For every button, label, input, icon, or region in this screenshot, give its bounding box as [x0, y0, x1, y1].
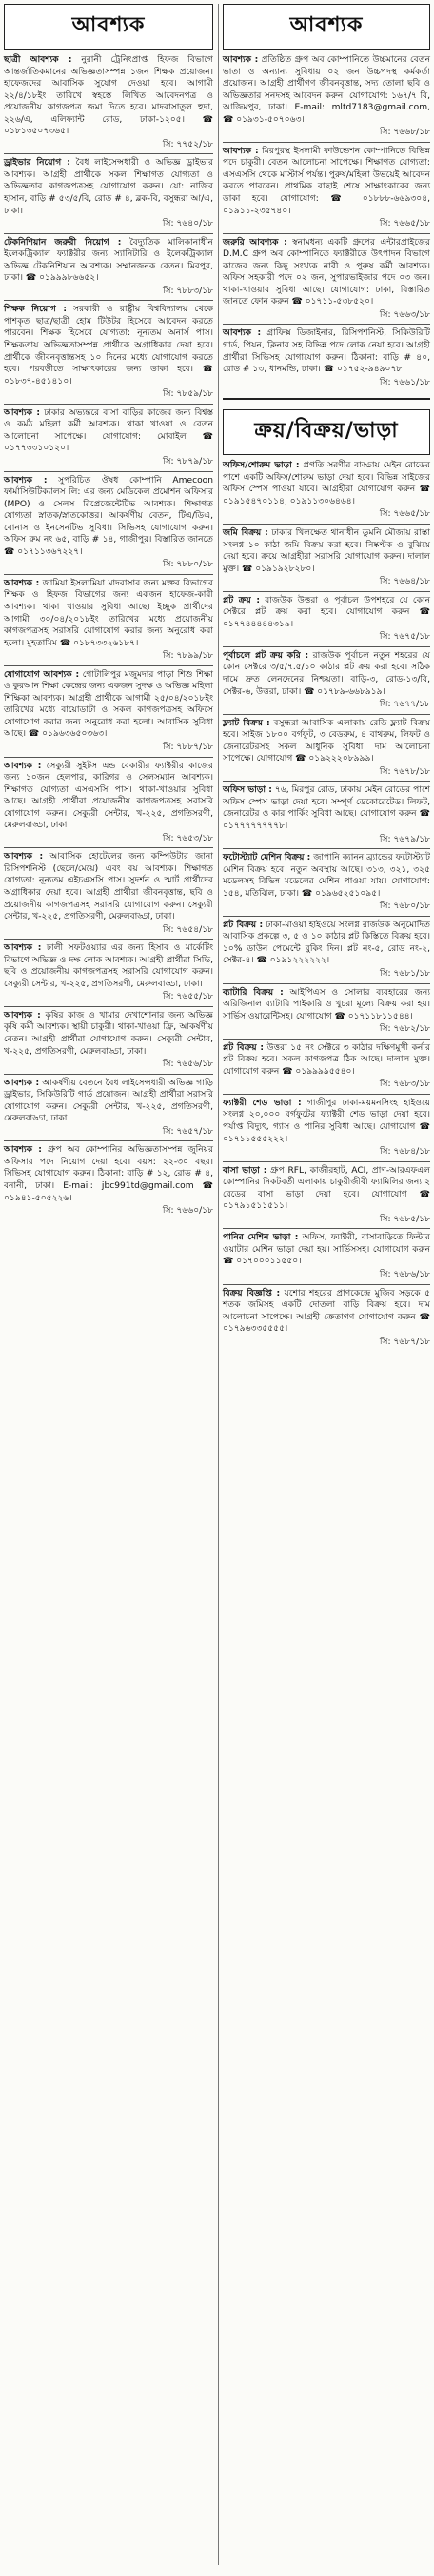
ad-text [4, 942, 213, 990]
ad-heading: পানির মেশিন ভাড়া : [223, 1233, 299, 1243]
ad-text [4, 304, 213, 387]
ad-heading: ছাত্রী আবশ্যক : [4, 55, 72, 65]
ad-separator [4, 471, 213, 472]
ad-code: সি: ৭৬৮৭/১৮ [379, 1337, 430, 1347]
ad-text [223, 987, 430, 1023]
ad-separator [223, 1039, 430, 1040]
ad-text [4, 407, 213, 455]
ad-text [223, 1042, 430, 1079]
section-divider [223, 398, 430, 409]
section-title: ক্রয়/বিক্রয়/ভাড়া [254, 418, 399, 444]
ad-separator [223, 646, 430, 647]
ad-code: সি: ৭৬৭৫/১৮ [379, 632, 430, 643]
ad-body: মিরপুরস্থ ইসলামী ফাউন্ডেশন কোম্পানিতে বিভিন্ন পদে চাকুরী। বেতন আলোচনা সাপেক্ষে। শিক্ষাগত যোগ্যতা: এসএসসি থেকে মাস্টার্স পর্যন্ত। পুরুষ/মহিলা উভয়েই আবেদন করতে পারবেন। প্রাথমিক বাছাই শেষে সাক্ষাৎকারের জন্য ডাকা হবে। যোগাযোগ: ☎ ০১৮৮৮-৬৬৯৩০৪, ০১৯১১-২৩৫৭৪০। [223, 146, 430, 216]
ad-separator [223, 983, 430, 984]
column-divider [218, 4, 219, 2565]
classified-ad [223, 145, 430, 232]
ad-heading: ফ্ল্যাট বিক্রয় : [223, 718, 270, 728]
ad-separator [223, 591, 430, 592]
ad-heading: শিক্ষক নিয়োগ : [4, 305, 67, 315]
ad-body: বৈদ্যুতিক মালিকানাধীন ইলেকট্রিক্যাল ফ্যাক্টরীর জন্য স্যানিটারি ও ইলেকট্রিক্যাল অভিজ্ঞ টেকনিশিয়ান আবশ্যক। সম্মানজনক বেতন। মিরপুর, ঢাকা। ☎ ০১৯৯৯৮৬৬৫২। [4, 237, 213, 284]
classified-ad [223, 649, 430, 713]
ad-code: সি: ৭৬৭৮/১৮ [379, 766, 430, 777]
classified-ad [223, 851, 430, 915]
ad-body: আইপিএস ও সোলার ব্যবহারের জন্য অরিজিনাল ব্যাটারি পাইকারি ও খুচরা মূল্যে বিক্রয় করা হয়। সার্ভিস ওয়ারেন্টিসহ। যোগাযোগ ☎ ০১৭১১৮১১৫৪৪। [223, 987, 430, 1021]
ad-text [4, 237, 213, 285]
ad-separator [223, 142, 430, 143]
classified-ad [223, 526, 430, 590]
ad-code: সি: ৭৬৮৬/১৮ [379, 1270, 430, 1280]
ad-code: সি: ৭৬৫৭/১৮ [162, 1126, 213, 1137]
ad-heading: আবশ্যক : [4, 1010, 41, 1020]
classified-ad [4, 406, 213, 470]
ad-code: সি: ৭৬৬৫/১৮ [379, 509, 430, 520]
ad-text [4, 578, 213, 649]
classified-ad [223, 1164, 430, 1228]
ad-text [223, 595, 430, 631]
ad-code: সি: ৭৬৮৪/১৮ [379, 1147, 430, 1158]
ad-body: গ্রুপ অব কোম্পানির অভিজ্ঞতাসম্পন্ন জুনিয়র অফিসার পদে নিয়োগ দেয়া হবে। বয়স: ২২-৩০ বছর। সিভিসহ যোগাযোগ করুন। ঠিকানা: বাড়ি # ১২, রোড # ৪, বনানী, ঢাকা। E-mail: jbc991td@gmail.com ☎ ০১৯৪১-৫০৫২২৬। [4, 1145, 213, 1203]
classified-ad [4, 303, 213, 402]
classified-ad [223, 1287, 430, 1351]
ad-code: সি: ৭৮৭৯/১৮ [162, 456, 213, 466]
ad-body: প্রতিষ্ঠিত গ্রুপ অব কোম্পানিতে উচ্চমানের বেতন ভাতা ও অন্যান্য সুবিধায় ০২ জন উচ্চপদস্থ কর্মকর্তা প্রয়োজন। আগ্রহী প্রার্থীগণ জীবনবৃত্তান্ত, সদ্য তোলা ছবি ও অভিজ্ঞতার সনদসহ আবেদন করুন। যোগাযোগ: ১৬৭/৭ বি, আজিমপুর, ঢাকা। E-mail: mltd7183@gmail.com, ☎ ০১৯৩১-৫০৭০৬৩। [223, 55, 431, 125]
ad-body: গ্রাফিক্স ডিজাইনার, রিসিপশনিস্ট, সিকিউরিটি গার্ড, পিয়ন, ক্লিনার সহ বিভিন্ন পদে লোক নেয়া হবে। আগ্রহী প্রার্থীরা সিভিসহ যোগাযোগ করুন। ঠিকানা: বাড়ি # ৪০, রোড # ১৩, ধানমন্ডি, ঢাকা। ☎ ০১৭৫২-৯৪৯০৭৮। [223, 328, 431, 375]
ad-body: ৭৬, মিরপুর রোড, ঢাকায় মেইন রোডের পাশে অফিস স্পেস ভাড়া দেয়া হবে। সম্পূর্ণ ডেকোরেটেড। লিফট, জেনারেটর ও কার পার্কিং সুবিধা আছে। যোগাযোগ করুন ☎ ০১৭৭৭৭৭৭৭৭৮। [223, 785, 430, 831]
ad-separator [4, 300, 213, 301]
ad-heading: আবশ্যক : [4, 1078, 40, 1088]
ad-separator [4, 1006, 213, 1007]
ad-body: যশোর শহরের প্রাণকেন্দ্রে মুজিব সড়কে ৫ শতক জমিসহ একটি দোতলা বাড়ি বিক্রয় হবে। দাম আলোচনা সাপেক্ষে। আগ্রহী ক্রেতাগণ যোগাযোগ করুন ☎ ০১৭৯৬৩৩৫৫৫৫। [223, 1288, 430, 1335]
ad-separator [223, 781, 430, 782]
right-column [223, 4, 430, 1350]
classified-ad [4, 850, 213, 938]
section-title: আবশ্যক [289, 12, 364, 37]
ad-separator [223, 1161, 430, 1162]
ad-code: সি: ৭৬৮৫/১৮ [379, 1214, 430, 1224]
ad-heading: জমি বিক্রয় : [223, 527, 268, 538]
classified-ad [4, 236, 213, 300]
ad-separator [223, 324, 430, 325]
ad-text [4, 54, 213, 138]
ad-separator [223, 1284, 430, 1285]
ad-separator [223, 1094, 430, 1095]
ad-separator [223, 524, 430, 525]
ad-separator [4, 665, 213, 666]
classified-ad [4, 1077, 213, 1140]
ad-body: জামিয়া ইসলামিয়া মাদরাসার জন্য মক্তব বিভাগের শিক্ষক ও হিফজ বিভাগের জন্য একজন হাফেজ-কারী আবশ্যক। থাকা খাওয়ার সুবিধা আছে। ইচ্ছুক প্রার্থীদের আগামী ৩০/০৪/২০১৮ইং তারিখের মধ্যে প্রয়োজনীয় কাগজপত্রসহ সরাসরি যোগাযোগ করার জন্য অনুরোধ করা হলো। মুহতামিম ☎ ০১৮৭৩৩২৬১৮৭। [4, 578, 213, 648]
ad-text [4, 1078, 213, 1125]
ad-code: সি: ৭৬৭৯/১৮ [379, 834, 430, 844]
ad-code: সি: ৭৬৬৪/১৮ [379, 577, 430, 587]
ad-body: রাজউক উত্তরা ও পূর্বাচল উপশহরে যে কোন সেক্টরে প্লট ক্রয় করা হবে। যোগাযোগ করুন ☎ ০১৭৭৪৪৪৪৪৩১৯। [223, 595, 430, 629]
classified-ad [4, 760, 213, 847]
ad-separator [4, 939, 213, 940]
ad-text [223, 1288, 430, 1336]
ad-text [223, 650, 430, 698]
ad-code: সি: ৭৬৮১/১৮ [379, 969, 430, 979]
ad-body: সেক্যুরী সুইটস এন্ড বেকারীর ফ্যাক্টরীর কাজের জন্য ১০জন হেলপার, কারিগর ও সেলসম্যান আবশ্যক। শিক্ষাগত যোগ্যতা এসএসসি পাস। থাকা-খাওয়ার সুবিধা আছে। আগ্রহী প্রার্থীরা প্রয়োজনীয় কাগজপত্রসহ সরাসরি যোগাযোগ করুন। সেক্যুরী সেন্টার, খ-২২৫, প্রগতিসরণী, মেরুলবাড্ডা, ঢাকা। [4, 761, 213, 831]
classified-ad [223, 986, 430, 1038]
ad-code: সি: ৭৮৮৭/১৮ [162, 742, 213, 752]
ad-list-right-top [223, 53, 430, 390]
classified-ad [4, 53, 213, 152]
ad-body: ঢাকার খিলক্ষেত থানাধীন ডুমনি মৌজায় রাস্তা সংলগ্ন ১০ কাঠা জমি বিক্রয় করা হবে। নিষ্কণ্টক ও বুঝিয়ে দেয়া হবে। ক্রয়ে আগ্রহীরা সরাসরি যোগাযোগ করুন। দালাল মুক্ত। ☎ ০১৯১৯২৮২৮০। [223, 527, 430, 574]
ad-separator [223, 1228, 430, 1229]
ad-heading: আবশ্যক : [4, 852, 44, 862]
ad-text [4, 157, 213, 217]
ad-heading: ড্রাইভার নিয়োগ : [4, 158, 70, 168]
ad-code: সি: ৭৬৪০/১৮ [162, 219, 213, 229]
ad-code: সি: ৭৮৯৯/১৮ [162, 651, 213, 662]
ad-text [4, 669, 213, 741]
ad-heading: আবশ্যক : [4, 761, 42, 771]
ad-body: স্বনামধন্য একটি গ্রুপের এন্টারপ্রাইজের D.M.C গ্রুপ অব কোম্পানিতে ফ্যাক্টরীতে উৎপাদন বিভাগে কাজের জন্য কিছু সংখ্যক নারী ও পুরুষ কর্মী আবশ্যক। অফিস সহকারী পদে ০২ জন, সুপারভাইজার পদে ০৩ জন। থাকা-খাওয়ার সুবিধা আছে। যোগাযোগ: ঢাকা, বিস্তারিত জানতে ফোন করুন ☎ ০১৭১১-৫৩৮৫২০। [223, 237, 430, 307]
classified-ad [223, 594, 430, 645]
ad-text [4, 1144, 213, 1204]
ad-separator [4, 404, 213, 405]
ad-code: সি: ৭৬৫৫/১৮ [162, 992, 213, 1002]
ad-body: ঢাকার অভ্যন্তরে বাসা বাড়ির কাজের জন্য বিশ্বস্ত ও কর্মঠ মহিলা কর্মী আবশ্যক। থাকা খাওয়া ও বেতন আলোচনা সাপেক্ষে। যোগাযোগ: মোবাইল ☎ ০১৭৭৩৩১০১২০। [4, 407, 213, 454]
ad-code: সি: ৭৬৬০/১৮ [162, 1206, 213, 1217]
section-header-left [4, 4, 213, 50]
ad-heading: অফিস ভাড়া : [223, 785, 272, 796]
ad-text [223, 718, 430, 765]
ad-heading: ফটোস্ট্যাট মেশিন বিক্রয় : [223, 853, 311, 863]
ad-separator [4, 1140, 213, 1141]
ad-body: প্রগতি সরণীর বাড্ডায় মেইন রোডের পাশে একটি অফিস/শোরুম ভাড়া দেয়া হবে। বিভিন্ন সাইজের অফিস স্পেস পাওয়া যাবে। আগ্রহীরা যোগাযোগ করুন ☎ ০১৯১৫৪৭০১১৪, ০১৯১১৩০৬৪৬৪। [223, 461, 431, 506]
ad-separator [223, 714, 430, 715]
classified-ad [223, 53, 430, 141]
ad-code: সি: ৭৮৮০/১৮ [162, 560, 213, 570]
classified-ad [223, 327, 430, 390]
ad-separator [4, 1074, 213, 1075]
ad-text [223, 1232, 430, 1268]
classified-ad [223, 919, 430, 982]
classified-ad [223, 783, 430, 847]
ad-text [223, 527, 430, 575]
ad-text [223, 54, 430, 126]
ad-code: সি: ৭৬৬৮/১৮ [379, 128, 430, 138]
ad-list-right-bottom [223, 459, 430, 1350]
ad-heading: আবশ্যক : [4, 407, 41, 418]
ad-code: সি: ৭৬৫৬/১৮ [162, 1060, 213, 1070]
ad-text [4, 851, 213, 922]
classified-ad [4, 1009, 213, 1073]
classified-ad [4, 577, 213, 664]
ad-separator [4, 757, 213, 758]
ad-code: সি: ৭৬৬১/১৮ [379, 377, 430, 387]
ad-heading: অফিস/শোরুম ভাড়া : [223, 461, 300, 471]
ad-separator [4, 574, 213, 575]
ad-body: আকর্ষণীয় বেতনে বৈধ লাইসেন্সধারী অভিজ্ঞ গাড়ি ড্রাইভার, সিকিউরিটি গার্ড প্রয়োজন। আগ্রহী প্রার্থীরা সরাসরি যোগাযোগ করুন। সেক্যুরী সেন্টার, খ-২২৫, প্রগতিসরণী, মেরুলবাড্ডা, ঢাকা। [4, 1078, 213, 1124]
ad-body: রাজউক পূর্বাচল নতুন শহরের যে কোন সেক্টরে ৩/৫/৭.৫/১০ কাঠার প্লট ক্রয় করা হবে। সঠিক দামে দ্রুত লেনদেনের নিশ্চয়তা। বাড়ি-৩, রোড-১৩/বি, সেক্টর-৬, উত্তরা, ঢাকা। ☎ ০১৭৮৯-৬৬৮৯১৯। [223, 650, 430, 697]
ad-heading: প্লট ক্রয় : [223, 595, 260, 605]
ad-body: ঢালী সফটওয়্যার এর জন্য হিসাব ও মার্কেটিং বিভাগে অভিজ্ঞ ও দক্ষ লোক আবশ্যক। আগ্রহী প্রার্থীরা সিভি, ছবি ও প্রয়োজনীয় কাগজপত্রসহ সরাসরি যোগাযোগ করুন। সেক্যুরী সেন্টার, খ-২২৫, প্রগতিসরণী, মেরুলবাড্ডা, ঢাকা। [4, 943, 213, 989]
classified-ad [4, 941, 213, 1005]
ad-separator [223, 233, 430, 234]
ad-heading: আবশ্যক : [4, 1145, 42, 1156]
ad-body: সরকারী ও রাষ্ট্রীয় বিশ্ববিদ্যালয় থেকে পাশকৃত ছাত্র/ছাত্রী হোম টিউটর হিসেবে আবেদন করতে পারবেন। শিক্ষক হিসেবে যোগ্যতা: নূন্যতম অনার্স পাস। শিক্ষকতায় অভিজ্ঞতাসম্পন্ন প্রার্থীকে অগ্রাধিকার দেয়া হবে। প্রার্থীকে জীবনবৃত্তান্তসহ ১০ দিনের মধ্যে যোগাযোগ করতে হবে। পরবর্তীতে সাক্ষাৎকারের জন্য ডাকা হবে। ☎ ০১৮৩৭-৪৫১৪১০। [4, 305, 213, 386]
ad-body: বৈধ লাইসেন্সধারী ও অভিজ্ঞ ড্রাইভার আবশ্যক। আগ্রহী প্রার্থীকে সকল শিক্ষাগত যোগ্যতা ও অভিজ্ঞতার কাগজপত্রসহ যোগাযোগ করুন। যো: নাজির হাসান, বাড়ি # ৫৩/৫/বি, রোড # ৪, ব্লক-বি, বসুন্ধরা আ/এ, ঢাকা। [4, 158, 213, 216]
ad-code: সি: ৭৬৬৫/১৮ [379, 219, 430, 229]
ad-heading: পূর্বাচলে প্লট ক্রয় করি : [223, 650, 309, 661]
ad-heading: যোগাযোগ আবশ্যক : [4, 669, 80, 680]
classified-ad [223, 1231, 430, 1282]
ad-body: গোটালিপুর মজুমদার পাড়া শিশু শিক্ষা ও কুরআন শিক্ষা কেন্দ্রের জন্য একজন সুদক্ষ ও অভিজ্ঞ মহিলা শিক্ষিকা আবশ্যক। আগ্রহী প্রার্থীকে আগামী ২৫/০৪/২০১৮ইং তারিখের মধ্যে বায়োডাটা ও সকল কাগজপত্রসহ অফিসে যোগাযোগ করার জন্য অনুরোধ করা হলো। আবাসিক সুবিধা আছে। ☎ ০১৯৬৩৬৫০৩৬৩। [4, 669, 214, 740]
ad-body: গাজীপুর ঢাকা-ময়মনসিংহ হাইওয়ে সংলগ্ন ২০,০০০ বর্গফুটের ফ্যাক্টরী শেড ভাড়া দেয়া হবে। পর্যাপ্ত বিদ্যুৎ, গ্যাস ও পানির সুবিধা আছে। যোগাযোগ ☎ ০১৭১১৫৫৫২২২। [223, 1098, 431, 1144]
ad-text [4, 761, 213, 832]
ad-separator [4, 233, 213, 234]
ad-heading: আবশ্যক : [4, 943, 42, 954]
classified-ad [223, 1097, 430, 1160]
classified-ad [223, 717, 430, 781]
ad-body: আবাসিক হোটেলের জন্য কম্পিউটার জানা রিসিপশনিস্ট (ছেলে/মেয়ে) এবং বয় আবশ্যক। শিক্ষাগত যোগ্যতা: নূন্যতম এইচএসসি পাস। সুদর্শন ও স্মার্ট প্রার্থীদের অগ্রাধিকার দেয়া হবে। আগ্রহী প্রার্থীরা জীবনবৃত্তান্ত, ছবি ও প্রয়োজনীয় কাগজপত্রসহ সরাসরি যোগাযোগ করুন। সেক্যুরী সেন্টার, খ-২২৫, প্রগতিসরণী, মেরুলবাড্ডা, ঢাকা। [4, 852, 213, 922]
ad-code: সি: ৭৬৫৩/১৮ [162, 833, 213, 843]
ad-code: সি: ৭৬৮৩/১৮ [379, 1080, 430, 1090]
ad-heading: বাসা ভাড়া : [223, 1165, 267, 1176]
classified-ad [4, 474, 213, 573]
ad-separator [223, 916, 430, 917]
ad-heading: আবশ্যক : [223, 328, 262, 339]
ad-heading: টেকনিশিয়ান জরুরী নিয়োগ : [4, 237, 122, 248]
classified-ad [4, 668, 213, 756]
classified-ad [4, 1143, 213, 1219]
ad-heading: প্লট বিক্রয় : [223, 920, 264, 930]
ad-text [223, 1098, 430, 1145]
ad-separator [223, 848, 430, 849]
ad-heading: বিক্রয় বিজ্ঞপ্তি : [223, 1288, 281, 1298]
ad-heading: আবশ্যক : [4, 578, 40, 588]
ad-separator [4, 153, 213, 154]
ad-code: সি: ৭৮৫৯/১৮ [162, 389, 213, 400]
ad-code: সি: ৭৬৬৩/১৮ [379, 309, 430, 320]
ad-body: ঢাকা-মাওয়া হাইওয়ে সংলগ্ন রাজউক অনুমোদিত আবাসিক প্রকল্পে ৩, ৫ ও ১০ কাঠার প্লট কিস্তিতে বিক্রয় হবে। ১০% ডাউন পেমেন্টে বুকিং দিন। প্লট নং-৫, রোড নং-২, সেক্টর-৪। ☎ ০১৯১২২২২২২। [223, 920, 430, 966]
ad-heading: আবশ্যক : [223, 146, 259, 156]
ad-text [223, 1165, 430, 1213]
ad-code: সি: ৭৮৮৩/১৮ [162, 286, 213, 296]
ad-body: সুপরিচিত ঔষধ কোম্পানি Amecoon ফার্মাসিউটিক্যালস লি: এর জন্য মেডিকেল প্রমোশন অফিসার (MPO) ও সেলস রিপ্রেজেন্টেটিভ আবশ্যক। শিক্ষাগত যোগ্যতা স্নাতক/স্নাতকোত্তর। আকর্ষণীয় বেতন, টিএ/ডিএ, বোনাস ও ইনসেনটিভ সুবিধা। সিভিসহ যোগাযোগ করুন। অফিস রুম নং ৬৫, বাড়ি # ১৪, গাজীপুর। বিস্তারিত জানতে ☎ ০১৭১১৩৬৭২২৭। [4, 475, 213, 557]
classified-ad [223, 459, 430, 523]
ad-heading: প্লট বিক্রয় : [223, 1042, 264, 1053]
classified-ad [223, 236, 430, 324]
ad-heading: ব্যাটারি বিক্রয় : [223, 987, 284, 998]
ad-code: সি: ৭৬৮০/১৮ [379, 902, 430, 912]
ad-list-left [4, 53, 213, 1219]
ad-code: সি: ৭৭৫২/১৮ [162, 139, 213, 149]
ad-code: সি: ৭৬৮২/১৮ [379, 1024, 430, 1035]
section-header-right-top [223, 4, 430, 50]
ad-text [223, 920, 430, 967]
ad-text [4, 1010, 213, 1058]
ad-body: অফিস, ফ্যাক্টরী, বাসাবাড়িতে ফিল্টার ওয়াটার মেশিন ভাড়া দেয়া হয়। সার্ভিসসহ। যোগাযোগ করুন ☎ ০১৭০০০১১৫৫০। [223, 1233, 430, 1267]
ad-text [223, 852, 430, 900]
ad-text [223, 237, 430, 308]
ad-body: নুরানী ট্রেনিংপ্রাপ্ত হিফজ বিভাগে আন্তর্জাতিকমানের অভিজ্ঞতাসম্পন্ন ১জন শিক্ষক প্রয়োজন। হাফেজদের আবাসিক সুযোগ দেওয়া হবে। আগামী ২২/৪/১৮ইং তারিখে স্বহস্তে লিখিত আবেদনপত্র ও প্রয়োজনীয় কাগজপত্র জমা দিতে হবে। মাদরাসাতুল হুদা, ২২৬/এ, এলিফ্যান্ট রোড, ঢাকা-১২০৫। ☎ ০১৮১৩৫০৭৩৬৫। [4, 55, 213, 137]
section-title: আবশ্যক [71, 12, 146, 37]
ad-text [4, 475, 213, 559]
ad-separator [4, 847, 213, 848]
ad-heading: ফ্যাক্টরী শেড ভাড়া : [223, 1098, 302, 1108]
classified-ad [223, 1041, 430, 1093]
ad-text [223, 784, 430, 832]
section-header-right-bottom [223, 409, 430, 455]
ad-body: জাপানি ক্যানন ব্র্যান্ডের ফটোস্ট্যাট মেশিন বিক্রয় হবে। নতুন অবস্থায় আছে। ৩১৩, ৩২১, ৩২৫ মডেলসহ বিভিন্ন মডেলের মেশিন পাওয়া যায়। যোগাযোগ: ১৫৪, মতিঝিল, ঢাকা। ☎ ০১৯৬৫২৫১০৯৫। [223, 853, 430, 899]
ad-text [223, 146, 430, 217]
classified-ad [4, 156, 213, 231]
ad-heading: জরুরি আবশ্যক : [223, 237, 287, 248]
ad-code: সি: ৭৬৫৪/১৮ [162, 924, 213, 935]
ad-text [223, 327, 430, 375]
ad-body: বসুন্ধরা আবাসিক এলাকায় রেডি ফ্ল্যাট বিক্রয় হবে। সাইজ ১৮০০ বর্গফুট, ৩ বেডরুম, ৪ বাথরুম, লিফট ও জেনারেটরসহ সকল আধুনিক সুবিধা। দাম আলোচনা সাপেক্ষে। যোগাযোগ ☎ ০১৯২২২০৮৯৯৯। [223, 718, 430, 764]
ad-heading: আবশ্যক : [223, 55, 259, 65]
ad-body: গ্রুপ RFL, কাজীরহাট, ACI, প্রাণ-আরএফএল কোম্পানির নিকটবর্তী এলাকায় চাকুরীজীবী ফ্যামিলির জন্য ২ বেডের বাসা ভাড়া দেয়া হবে। যোগাযোগ ☎ ০১৭৯১৫১১৫১১। [223, 1165, 430, 1212]
left-column [4, 4, 213, 1219]
ad-text [223, 460, 430, 507]
ad-body: উত্তরা ১৫ নং সেক্টরে ৩ কাঠার দক্ষিণমুখী কর্নার প্লট বিক্রয় হবে। সকল কাগজপত্র ঠিক আছে। দালাল মুক্ত। যোগাযোগ করুন ☎ ০১৯৯৯৯৫৫৪০। [223, 1042, 430, 1077]
ad-body: কৃষির কাজ ও খামার দেখাশোনার জন্য অভিজ্ঞ কৃষি কর্মী আবশ্যক। স্থায়ী চাকুরী। থাকা-খাওয়া ফ্রি, আকর্ষণীয় বেতন। আগ্রহী প্রার্থীরা যোগাযোগ করুন। সেক্যুরী সেন্টার, খ-২২৫, প্রগতিসরণী, মেরুলবাড্ডা, ঢাকা। [4, 1010, 214, 1057]
ad-heading: আবশ্যক : [4, 475, 48, 485]
ad-code: সি: ৭৬৭৭/১৮ [379, 700, 430, 710]
